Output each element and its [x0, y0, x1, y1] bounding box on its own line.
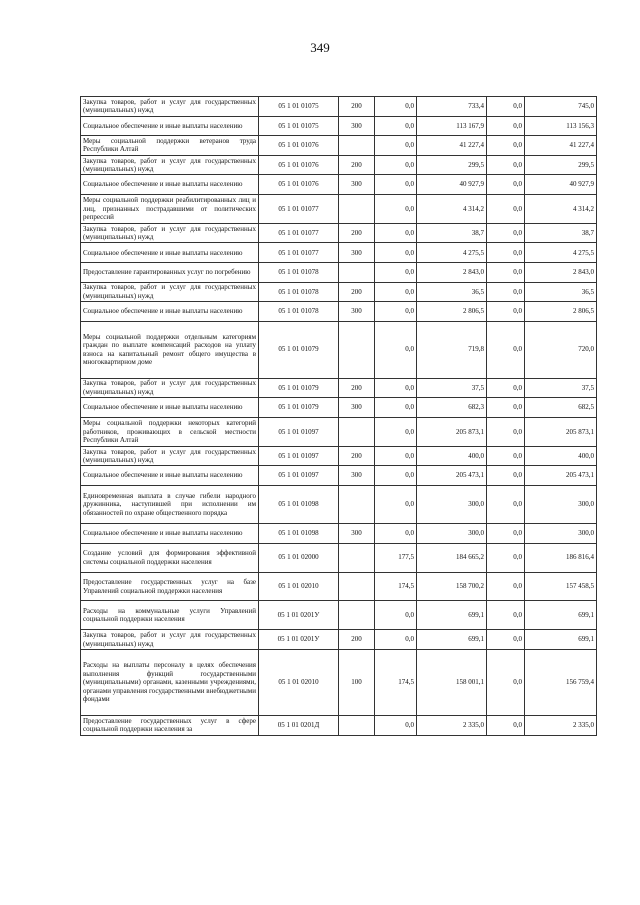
row-value1-cell: 0,0 [375, 524, 417, 544]
row-value4-cell: 4 314,2 [525, 194, 597, 223]
row-expense-type-cell: 200 [339, 97, 375, 117]
row-expense-type-cell: 200 [339, 446, 375, 466]
row-value3-cell: 0,0 [487, 417, 525, 446]
row-value2-cell: 719,8 [417, 321, 487, 378]
row-name-cell: Меры социальной поддержки ветеранов труда Республики Алтай [81, 136, 259, 156]
row-name-cell: Предоставление государственных услуг в сфере социальной поддержки населения за [81, 716, 259, 736]
row-name-cell: Закупка товаров, работ и услуг для государственных (муниципальных) нужд [81, 97, 259, 117]
row-code-cell: 05 1 01 01078 [259, 302, 339, 322]
budget-table [80, 96, 597, 736]
table-row [81, 136, 597, 156]
row-value3-cell: 0,0 [487, 223, 525, 243]
table-row [81, 601, 597, 630]
row-value2-cell: 300,0 [417, 524, 487, 544]
row-value4-cell: 300,0 [525, 485, 597, 523]
row-value3-cell: 0,0 [487, 630, 525, 650]
row-value4-cell: 113 156,3 [525, 116, 597, 136]
row-value4-cell: 745,0 [525, 97, 597, 117]
row-value1-cell: 0,0 [375, 630, 417, 650]
row-name-cell: Закупка товаров, работ и услуг для государственных (муниципальных) нужд [81, 446, 259, 466]
row-value1-cell: 0,0 [375, 485, 417, 523]
row-name-cell: Социальное обеспечение и иные выплаты населению [81, 243, 259, 263]
row-value2-cell: 36,5 [417, 282, 487, 302]
table-row [81, 524, 597, 544]
table-row [81, 321, 597, 378]
row-expense-type-cell [339, 601, 375, 630]
row-value3-cell: 0,0 [487, 601, 525, 630]
row-value4-cell: 38,7 [525, 223, 597, 243]
row-value2-cell: 38,7 [417, 223, 487, 243]
row-value4-cell: 400,0 [525, 446, 597, 466]
row-value3-cell: 0,0 [487, 116, 525, 136]
row-code-cell: 05 1 01 02010 [259, 572, 339, 601]
row-expense-type-cell: 300 [339, 398, 375, 418]
row-code-cell: 05 1 01 01079 [259, 398, 339, 418]
row-code-cell: 05 1 01 01078 [259, 282, 339, 302]
table-row [81, 243, 597, 263]
row-value2-cell: 41 227,4 [417, 136, 487, 156]
row-code-cell: 05 1 01 01076 [259, 175, 339, 195]
row-value2-cell: 699,1 [417, 601, 487, 630]
row-expense-type-cell: 200 [339, 223, 375, 243]
row-code-cell: 05 1 01 0201У [259, 601, 339, 630]
row-value2-cell: 37,5 [417, 378, 487, 398]
row-name-cell: Закупка товаров, работ и услуг для государственных (муниципальных) нужд [81, 282, 259, 302]
table-row [81, 378, 597, 398]
table-row [81, 543, 597, 572]
row-code-cell: 05 1 01 01076 [259, 155, 339, 175]
row-value2-cell: 158 001,1 [417, 649, 487, 715]
row-value4-cell: 699,1 [525, 630, 597, 650]
row-name-cell: Создание условий для формирования эффективной системы социальной поддержки населения [81, 543, 259, 572]
row-value3-cell: 0,0 [487, 466, 525, 486]
row-value2-cell: 2 806,5 [417, 302, 487, 322]
table-row [81, 194, 597, 223]
row-name-cell: Меры социальной поддержки некоторых категорий работников, проживающих в сельской местности Республики Алтай [81, 417, 259, 446]
row-value2-cell: 2 843,0 [417, 263, 487, 283]
row-value4-cell: 157 458,5 [525, 572, 597, 601]
row-value3-cell: 0,0 [487, 136, 525, 156]
row-code-cell: 05 1 01 01097 [259, 417, 339, 446]
row-name-cell: Закупка товаров, работ и услуг для государственных (муниципальных) нужд [81, 378, 259, 398]
row-value4-cell: 36,5 [525, 282, 597, 302]
table-row [81, 572, 597, 601]
table-row [81, 263, 597, 283]
table-row [81, 97, 597, 117]
row-value2-cell: 158 700,2 [417, 572, 487, 601]
row-value1-cell: 0,0 [375, 155, 417, 175]
row-value1-cell: 0,0 [375, 116, 417, 136]
row-expense-type-cell: 300 [339, 175, 375, 195]
row-value4-cell: 205 473,1 [525, 466, 597, 486]
row-value1-cell: 174,5 [375, 572, 417, 601]
row-value3-cell: 0,0 [487, 302, 525, 322]
row-value4-cell: 41 227,4 [525, 136, 597, 156]
row-name-cell: Меры социальной поддержки реабилитированных лиц и лиц, признанных пострадавшими от политических репрессий [81, 194, 259, 223]
table-row [81, 116, 597, 136]
row-code-cell: 05 1 01 01078 [259, 263, 339, 283]
table-row [81, 175, 597, 195]
table-row [81, 302, 597, 322]
table-row [81, 155, 597, 175]
page-number: 349 [310, 40, 330, 55]
row-name-cell: Социальное обеспечение и иные выплаты населению [81, 175, 259, 195]
row-value1-cell: 0,0 [375, 97, 417, 117]
row-expense-type-cell: 100 [339, 649, 375, 715]
row-value1-cell: 0,0 [375, 398, 417, 418]
row-name-cell: Предоставление государственных услуг на базе Управлений социальной поддержки населения [81, 572, 259, 601]
row-code-cell: 05 1 01 02010 [259, 649, 339, 715]
row-name-cell: Закупка товаров, работ и услуг для государственных (муниципальных) нужд [81, 223, 259, 243]
row-expense-type-cell [339, 136, 375, 156]
row-value1-cell: 0,0 [375, 716, 417, 736]
row-expense-type-cell [339, 194, 375, 223]
row-code-cell: 05 1 01 01079 [259, 321, 339, 378]
row-name-cell: Расходы на выплаты персоналу в целях обеспечения выполнения функций государственными (муниципальными) органами, казенными учреждениями, органами управления государственными внебюджетными фондами [81, 649, 259, 715]
row-code-cell: 05 1 01 01077 [259, 223, 339, 243]
row-expense-type-cell: 200 [339, 378, 375, 398]
row-code-cell: 05 1 01 01075 [259, 97, 339, 117]
row-value4-cell: 2 843,0 [525, 263, 597, 283]
table-row [81, 282, 597, 302]
table-row [81, 649, 597, 715]
row-code-cell: 05 1 01 01079 [259, 378, 339, 398]
row-value4-cell: 300,0 [525, 524, 597, 544]
row-expense-type-cell: 300 [339, 302, 375, 322]
row-code-cell: 05 1 01 01077 [259, 243, 339, 263]
row-expense-type-cell [339, 543, 375, 572]
table-row [81, 417, 597, 446]
row-value2-cell: 682,3 [417, 398, 487, 418]
table-row [81, 630, 597, 650]
row-expense-type-cell: 200 [339, 282, 375, 302]
row-value3-cell: 0,0 [487, 572, 525, 601]
row-value3-cell: 0,0 [487, 649, 525, 715]
row-expense-type-cell: 200 [339, 630, 375, 650]
row-expense-type-cell [339, 716, 375, 736]
row-value3-cell: 0,0 [487, 155, 525, 175]
row-value1-cell: 0,0 [375, 194, 417, 223]
row-name-cell: Социальное обеспечение и иные выплаты населению [81, 116, 259, 136]
row-value3-cell: 0,0 [487, 97, 525, 117]
row-code-cell: 05 1 01 02000 [259, 543, 339, 572]
row-code-cell: 05 1 01 0201У [259, 630, 339, 650]
row-value3-cell: 0,0 [487, 321, 525, 378]
row-value4-cell: 699,1 [525, 601, 597, 630]
row-code-cell: 05 1 01 01075 [259, 116, 339, 136]
row-name-cell: Социальное обеспечение и иные выплаты населению [81, 398, 259, 418]
row-value4-cell: 299,5 [525, 155, 597, 175]
row-value4-cell: 2 806,5 [525, 302, 597, 322]
row-value1-cell: 0,0 [375, 601, 417, 630]
row-code-cell: 05 1 01 01076 [259, 136, 339, 156]
row-value3-cell: 0,0 [487, 282, 525, 302]
row-value2-cell: 299,5 [417, 155, 487, 175]
row-value4-cell: 682,5 [525, 398, 597, 418]
row-name-cell: Расходы на коммунальные услуги Управлений социальной поддержки населения [81, 601, 259, 630]
row-value3-cell: 0,0 [487, 175, 525, 195]
row-value2-cell: 400,0 [417, 446, 487, 466]
row-code-cell: 05 1 01 01097 [259, 446, 339, 466]
row-value3-cell: 0,0 [487, 398, 525, 418]
row-value1-cell: 0,0 [375, 417, 417, 446]
row-code-cell: 05 1 01 01098 [259, 524, 339, 544]
row-value2-cell: 733,4 [417, 97, 487, 117]
row-value3-cell: 0,0 [487, 446, 525, 466]
row-value1-cell: 0,0 [375, 136, 417, 156]
row-value3-cell: 0,0 [487, 243, 525, 263]
row-value1-cell: 0,0 [375, 321, 417, 378]
row-name-cell: Меры социальной поддержки отдельным категориям граждан по выплате компенсаций расходов на уплату взноса на капитальный ремонт общего имущества в многоквартирном доме [81, 321, 259, 378]
row-name-cell: Закупка товаров, работ и услуг для государственных (муниципальных) нужд [81, 630, 259, 650]
row-value1-cell: 0,0 [375, 302, 417, 322]
row-name-cell: Социальное обеспечение и иные выплаты населению [81, 302, 259, 322]
row-value2-cell: 4 314,2 [417, 194, 487, 223]
row-code-cell: 05 1 01 01077 [259, 194, 339, 223]
row-name-cell: Единовременная выплата в случае гибели народного дружинника, наступившей при исполнении им обязанностей по охране общественного порядка [81, 485, 259, 523]
row-value1-cell: 0,0 [375, 282, 417, 302]
row-value3-cell: 0,0 [487, 194, 525, 223]
budget-table-body [81, 97, 597, 736]
row-expense-type-cell: 300 [339, 466, 375, 486]
row-value2-cell: 40 927,9 [417, 175, 487, 195]
row-value4-cell: 205 873,1 [525, 417, 597, 446]
row-value1-cell: 0,0 [375, 243, 417, 263]
row-value4-cell: 37,5 [525, 378, 597, 398]
row-expense-type-cell [339, 321, 375, 378]
table-row [81, 398, 597, 418]
row-value2-cell: 205 873,1 [417, 417, 487, 446]
row-expense-type-cell [339, 572, 375, 601]
row-value1-cell: 0,0 [375, 378, 417, 398]
row-value3-cell: 0,0 [487, 263, 525, 283]
row-value2-cell: 699,1 [417, 630, 487, 650]
row-code-cell: 05 1 01 01097 [259, 466, 339, 486]
row-value2-cell: 184 665,2 [417, 543, 487, 572]
row-value4-cell: 156 759,4 [525, 649, 597, 715]
row-value1-cell: 174,5 [375, 649, 417, 715]
row-value1-cell: 177,5 [375, 543, 417, 572]
row-value1-cell: 0,0 [375, 446, 417, 466]
row-expense-type-cell [339, 417, 375, 446]
row-value4-cell: 40 927,9 [525, 175, 597, 195]
row-value4-cell: 186 816,4 [525, 543, 597, 572]
row-value2-cell: 2 335,0 [417, 716, 487, 736]
row-name-cell: Социальное обеспечение и иные выплаты населению [81, 524, 259, 544]
row-value2-cell: 205 473,1 [417, 466, 487, 486]
row-value4-cell: 2 335,0 [525, 716, 597, 736]
table-row [81, 716, 597, 736]
row-expense-type-cell: 300 [339, 524, 375, 544]
table-row [81, 223, 597, 243]
table-row [81, 485, 597, 523]
row-value3-cell: 0,0 [487, 543, 525, 572]
row-expense-type-cell [339, 485, 375, 523]
row-value3-cell: 0,0 [487, 485, 525, 523]
row-name-cell: Закупка товаров, работ и услуг для государственных (муниципальных) нужд [81, 155, 259, 175]
row-value2-cell: 4 275,5 [417, 243, 487, 263]
row-code-cell: 05 1 01 0201Д [259, 716, 339, 736]
row-value3-cell: 0,0 [487, 524, 525, 544]
row-value2-cell: 113 167,9 [417, 116, 487, 136]
row-value1-cell: 0,0 [375, 466, 417, 486]
row-name-cell: Социальное обеспечение и иные выплаты населению [81, 466, 259, 486]
table-row [81, 446, 597, 466]
row-code-cell: 05 1 01 01098 [259, 485, 339, 523]
row-value1-cell: 0,0 [375, 223, 417, 243]
row-expense-type-cell: 200 [339, 155, 375, 175]
row-value4-cell: 4 275,5 [525, 243, 597, 263]
row-value3-cell: 0,0 [487, 378, 525, 398]
row-expense-type-cell [339, 263, 375, 283]
row-value3-cell: 0,0 [487, 716, 525, 736]
row-name-cell: Предоставление гарантированных услуг по погребению [81, 263, 259, 283]
row-expense-type-cell: 300 [339, 243, 375, 263]
row-expense-type-cell: 300 [339, 116, 375, 136]
row-value1-cell: 0,0 [375, 175, 417, 195]
row-value2-cell: 300,0 [417, 485, 487, 523]
table-row [81, 466, 597, 486]
row-value4-cell: 720,0 [525, 321, 597, 378]
row-value1-cell: 0,0 [375, 263, 417, 283]
